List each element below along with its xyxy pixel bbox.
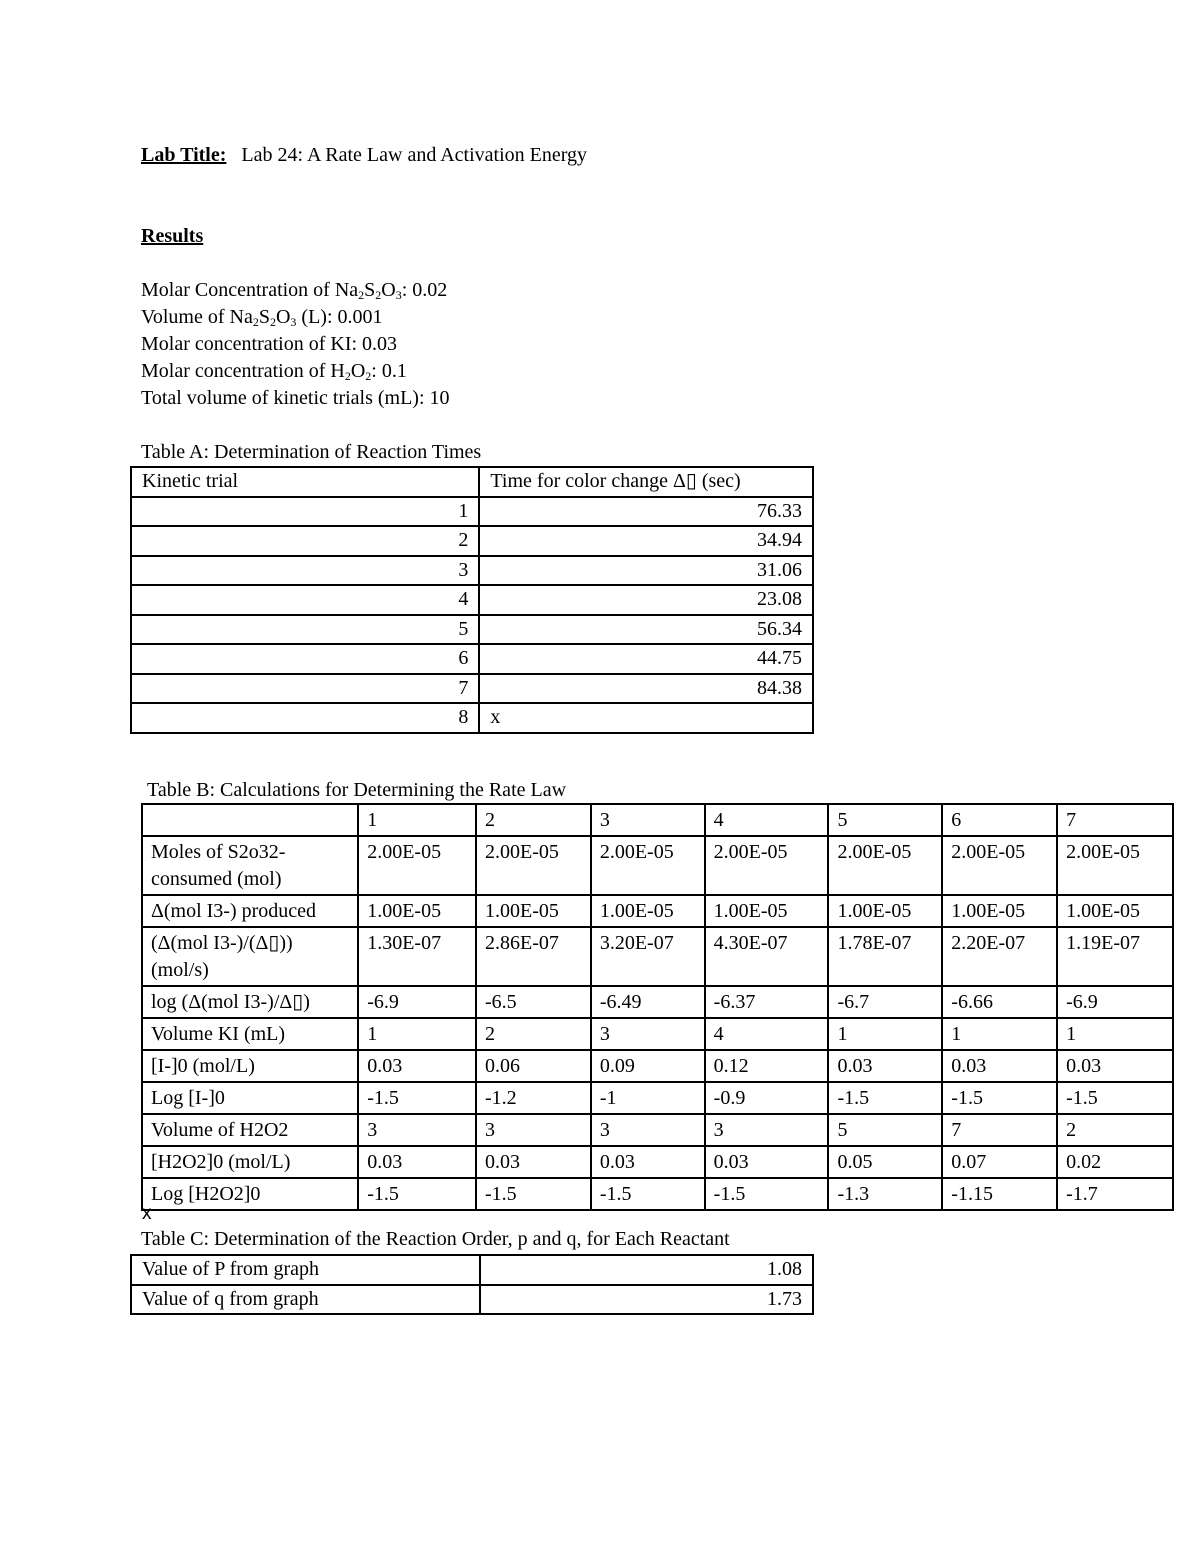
table-cell: 0.03 <box>828 1050 942 1082</box>
na2s2o3-volume: Volume of $Na_2S_2O_3$ (L): 0.001 <box>141 306 383 329</box>
table-b-header-cell: 1 <box>358 804 476 836</box>
table-a-header-cell: Kinetic trial <box>131 467 479 497</box>
table-row <box>131 1285 813 1315</box>
table-cell: 4 <box>705 1018 829 1050</box>
parameters-block <box>141 277 450 412</box>
table-cell: 2.00E-05 <box>476 836 591 895</box>
table-cell: 2.00E-05 <box>942 836 1057 895</box>
table-cell: 2.00E-05 <box>591 836 705 895</box>
na2s2o3-concentration: Molar Concentration of $Na_2S_2O_3$: 0.02 <box>141 279 448 302</box>
table-cell: 1 <box>1057 1018 1173 1050</box>
table-cell: 2 <box>1057 1114 1173 1146</box>
table-cell: 6 <box>131 644 479 674</box>
ki-concentration: Molar concentration of KI: 0.03 <box>141 333 398 355</box>
table-c-caption: Table C: Determination of the Reaction Order, p and q, for Each Reactant <box>141 1228 730 1250</box>
table-cell: 3 <box>131 556 479 586</box>
table-cell: 1.00E-05 <box>828 895 942 927</box>
table-cell: -6.9 <box>358 986 476 1018</box>
table-a <box>130 466 814 734</box>
table-cell: 1.08 <box>480 1255 813 1285</box>
table-cell: 5 <box>828 1114 942 1146</box>
row-label-cell: Value of q from graph <box>131 1285 480 1315</box>
table-cell: -1.3 <box>828 1178 942 1210</box>
table-cell: 56.34 <box>479 615 813 645</box>
table-cell: -1.5 <box>705 1178 829 1210</box>
table-cell: 0.03 <box>358 1050 476 1082</box>
table-cell: 1.19E-07 <box>1057 927 1173 986</box>
table-cell: 1 <box>942 1018 1057 1050</box>
table-cell: -1.5 <box>358 1178 476 1210</box>
table-a-header-row <box>131 467 813 497</box>
table-cell: 1.00E-05 <box>591 895 705 927</box>
row-label-cell: [H2O2]0 (mol/L) <box>142 1146 358 1178</box>
table-cell: 0.07 <box>942 1146 1057 1178</box>
table-cell: 2.00E-05 <box>705 836 829 895</box>
lab-title-label: Lab Title: <box>141 144 227 166</box>
table-b-header-cell: 6 <box>942 804 1057 836</box>
table-cell: 3.20E-07 <box>591 927 705 986</box>
table-cell: -6.49 <box>591 986 705 1018</box>
table-b-header-cell: 3 <box>591 804 705 836</box>
table-a-caption: Table A: Determination of Reaction Times <box>141 441 482 463</box>
table-cell: 5 <box>131 615 479 645</box>
table-cell: 1.00E-05 <box>358 895 476 927</box>
table-cell: 0.09 <box>591 1050 705 1082</box>
table-cell: 0.03 <box>942 1050 1057 1082</box>
table-b-header-row <box>142 804 1173 836</box>
table-cell: 3 <box>591 1018 705 1050</box>
table-cell: -1.5 <box>358 1082 476 1114</box>
table-cell: 0.02 <box>1057 1146 1173 1178</box>
row-label-cell: (Δ(mol I3-)/(Δ▯)) (mol/s) <box>142 927 358 986</box>
table-cell: 0.06 <box>476 1050 591 1082</box>
row-label-cell: Value of P from graph <box>131 1255 480 1285</box>
table-row <box>131 703 813 733</box>
table-cell: 7 <box>131 674 479 704</box>
table-cell: 1.00E-05 <box>942 895 1057 927</box>
table-cell: 0.12 <box>705 1050 829 1082</box>
table-row <box>131 585 813 615</box>
results-heading: Results <box>141 225 204 247</box>
table-cell: 23.08 <box>479 585 813 615</box>
table-cell: -1.15 <box>942 1178 1057 1210</box>
table-b-header-cell: 5 <box>828 804 942 836</box>
table-row <box>142 1050 1173 1082</box>
row-label-cell: Volume of H2O2 <box>142 1114 358 1146</box>
table-cell: 2.00E-05 <box>828 836 942 895</box>
table-cell: 1 <box>131 497 479 527</box>
table-cell: 0.03 <box>705 1146 829 1178</box>
table-row <box>142 836 1173 895</box>
table-cell: 7 <box>942 1114 1057 1146</box>
row-label-cell: Moles of S2o32- consumed (mol) <box>142 836 358 895</box>
table-cell: 0.03 <box>358 1146 476 1178</box>
total-volume: Total volume of kinetic trials (mL): 10 <box>141 387 450 409</box>
table-cell: -6.66 <box>942 986 1057 1018</box>
table-row <box>142 986 1173 1018</box>
table-cell: -1.5 <box>476 1178 591 1210</box>
table-row <box>131 644 813 674</box>
table-row <box>142 1146 1173 1178</box>
table-b-header-cell: 4 <box>705 804 829 836</box>
row-label-cell: log (Δ(mol I3-)/Δ▯) <box>142 986 358 1018</box>
table-b-header-cell <box>142 804 358 836</box>
table-cell: 44.75 <box>479 644 813 674</box>
table-cell: -1.5 <box>1057 1082 1173 1114</box>
table-cell: 2 <box>131 526 479 556</box>
table-cell: -1 <box>591 1082 705 1114</box>
table-cell: 0.03 <box>591 1146 705 1178</box>
table-row <box>142 1114 1173 1146</box>
table-cell: 3 <box>705 1114 829 1146</box>
table-cell: -0.9 <box>705 1082 829 1114</box>
table-cell: 1 <box>358 1018 476 1050</box>
table-cell: -1.5 <box>828 1082 942 1114</box>
table-cell: 4.30E-07 <box>705 927 829 986</box>
table-cell: 4 <box>131 585 479 615</box>
table-cell: x <box>479 703 813 733</box>
table-cell: -6.5 <box>476 986 591 1018</box>
table-cell: 1.73 <box>480 1285 813 1315</box>
table-b-header-cell: 7 <box>1057 804 1173 836</box>
table-cell: -1.5 <box>942 1082 1057 1114</box>
table-cell: 8 <box>131 703 479 733</box>
table-row <box>142 1178 1173 1210</box>
table-cell: 1.30E-07 <box>358 927 476 986</box>
table-cell: 2.86E-07 <box>476 927 591 986</box>
table-cell: 34.94 <box>479 526 813 556</box>
table-row <box>142 927 1173 986</box>
table-cell: 0.03 <box>476 1146 591 1178</box>
table-row <box>131 615 813 645</box>
table-cell: -1.7 <box>1057 1178 1173 1210</box>
table-b-header-cell: 2 <box>476 804 591 836</box>
table-cell: 84.38 <box>479 674 813 704</box>
table-cell: 1 <box>828 1018 942 1050</box>
table-cell: 3 <box>591 1114 705 1146</box>
row-label-cell: Volume KI (mL) <box>142 1018 358 1050</box>
table-cell: 3 <box>476 1114 591 1146</box>
table-b-caption: Table B: Calculations for Determining the Rate Law <box>147 779 567 801</box>
table-row <box>131 556 813 586</box>
table-cell: 0.05 <box>828 1146 942 1178</box>
table-cell: 1.00E-05 <box>705 895 829 927</box>
table-cell: 3 <box>358 1114 476 1146</box>
row-label-cell: [I-]0 (mol/L) <box>142 1050 358 1082</box>
stray-x: x <box>142 1203 152 1224</box>
table-row <box>142 1018 1173 1050</box>
table-cell: 1.00E-05 <box>1057 895 1173 927</box>
table-cell: 1.78E-07 <box>828 927 942 986</box>
table-a-header-cell: Time for color change Δ▯ (sec) <box>479 467 813 497</box>
table-cell: -6.7 <box>828 986 942 1018</box>
table-cell: -1.2 <box>476 1082 591 1114</box>
table-row <box>131 526 813 556</box>
table-row <box>131 1255 813 1285</box>
table-cell: -1.5 <box>591 1178 705 1210</box>
h2o2-concentration: Molar concentration of $H_2O_2$: 0.1 <box>141 360 407 383</box>
table-c <box>130 1254 814 1315</box>
row-label-cell: Log [I-]0 <box>142 1082 358 1114</box>
table-cell: -6.9 <box>1057 986 1173 1018</box>
table-row <box>131 674 813 704</box>
table-cell: 2.00E-05 <box>358 836 476 895</box>
table-row <box>142 895 1173 927</box>
table-row <box>131 497 813 527</box>
table-b <box>141 803 1174 1211</box>
table-cell: 31.06 <box>479 556 813 586</box>
table-cell: 0.03 <box>1057 1050 1173 1082</box>
table-cell: 1.00E-05 <box>476 895 591 927</box>
lab-title-value: Lab 24: A Rate Law and Activation Energy <box>241 144 588 166</box>
table-cell: -6.37 <box>705 986 829 1018</box>
table-cell: 76.33 <box>479 497 813 527</box>
table-row <box>142 1082 1173 1114</box>
row-label-cell: Δ(mol I3-) produced <box>142 895 358 927</box>
table-cell: 2 <box>476 1018 591 1050</box>
table-cell: 2.00E-05 <box>1057 836 1173 895</box>
row-label-cell: Log [H2O2]0 <box>142 1178 358 1210</box>
table-cell: 2.20E-07 <box>942 927 1057 986</box>
lab-title-line <box>141 142 587 168</box>
